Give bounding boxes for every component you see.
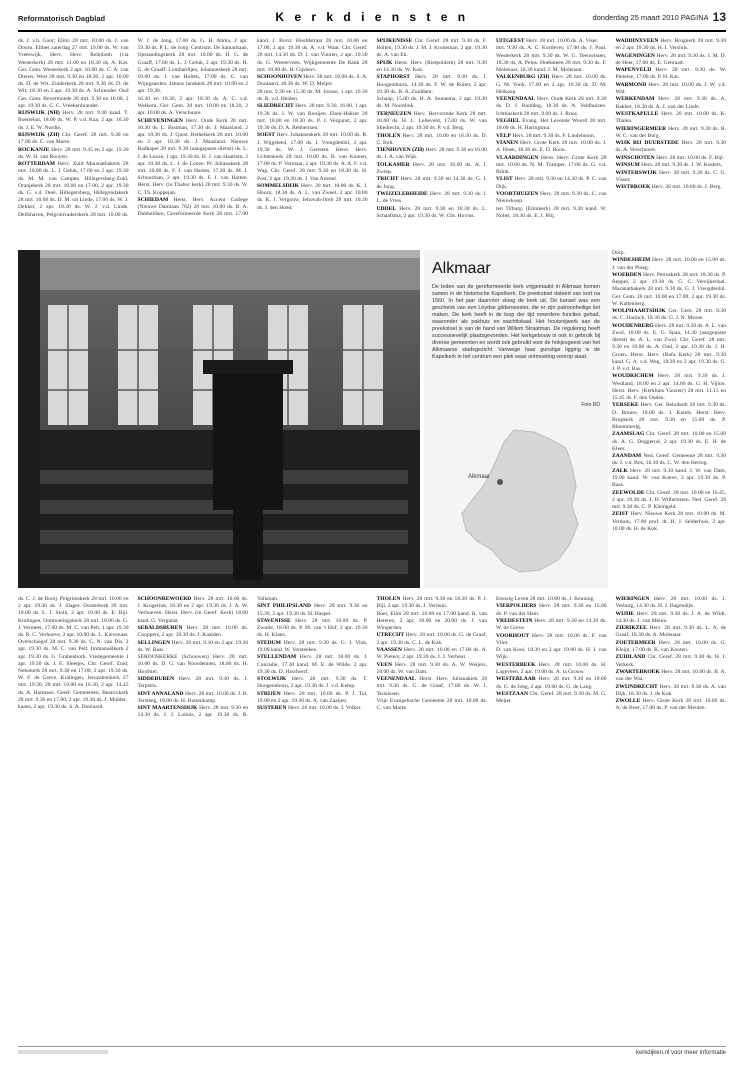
photo-drawing xyxy=(18,250,420,588)
listing-entry: STRIJEN Herv. 28 mrt. 10.00 ds. P. J. Tol, 19.00 en 2 apr. 19.30 ds. A. van Zaaijen. xyxy=(257,690,368,704)
listing-entry: TERNEUZEN Herv. Hervormde Kerk 28 mrt. 10.00 ds. H. L. Lelieveld, 17.00 ds. W. van Sliedrecht, 2 apr. 19.30 ds. P. v.d. Berg. xyxy=(376,110,487,132)
listing-entry: RIJSWIJK (NH) Herv. 28 mrt. 9.30 kand. T. Boertebal, 18.00 ds. W. P. v.d. Kaa, 2 apr. 10.30 ds. J. E. W. Nordie. xyxy=(18,110,129,131)
listing-entry: WESTZAAN Chr. Geref. 28 mrt. 9.30 ds. M. G. Meijer. xyxy=(496,690,607,705)
listing-entry: SCHOONHOVEN Herv. 28 mrt. 10.00 ds. S. A. Doolaard, 18.30 ds. W. D. Meijer. xyxy=(257,74,368,88)
listing-entry: WOLPHAARTSDIJK Ger. Gem. 28 mrt. 9.30 ds. C. Harinck, 18.30 ds. G. J. N. Mosse. xyxy=(612,308,726,322)
listing-entry: WINDESHEIM Herv. 28 mrt. 10.00 en 15.00 ds. J. van der Ploeg. xyxy=(612,257,726,271)
page-number: 13 xyxy=(712,10,726,24)
listing-entry: ZWIJNDRECHT Herv. 28 mrt. 9.30 ds. A. van Dijk, 18.30 ds. J. de Kok. xyxy=(615,683,726,697)
alkmaar-marker xyxy=(497,479,503,485)
listing-entry: WINSCHOTEN Herv. 28 mrt. 10.00 ds. F. Bijl. xyxy=(615,154,725,161)
listing-entry: Boer, Elim 28 mrt. 10.00 en 17.00 kand. R. van Heteren, 2 apr. 10.00 en 20.00 ds. J. van Wingerden. xyxy=(376,610,487,631)
listing-entry: WOUDENBERG Herv. 28 mrt. 9.30 ds. A. L. van Zwol, 18.00 ds. E. G. Spaa, 14.30 (aangepaste dienst) ds. A. L. van Zwol. Chr. Geref. 28 mrt. 9.30 en 18.00 ds. A. Oud, 2 apr. 19.30 ds. J. H. Groen. Herst. Herv. (Rafa Kerk) 28 mrt. 9.30 kand. G. A. v.d. Weg, 18.30 en 2 apr. 19.30 ds. G. J. P. v.d. Bas. xyxy=(612,322,726,372)
listing-entry: STELLENDAM Herv. 28 mrt. 10.00 ds. J. Conradie, 17.30 kand. M. E. de Wilde, 2 apr. 19.30 ds. D. Hoofwerf. xyxy=(257,654,368,675)
listing-entry: Vrije Evangelische Gemeente 28 mrt. 10.00 ds. C. van Marte. xyxy=(376,697,487,712)
listing-entry: SEBALDSBUREN Herv. 28 mrt. 10.00 ds. Cnoppers, 2 apr. 19.30 ds. J. Kaaiden. xyxy=(137,625,248,639)
listing-entry: RIJSWIJK (ZH) Chr. Geref. 28 mrt. 9.30 en 17.00 ds. C. van Marte. xyxy=(18,132,129,146)
listing-entry: SINT PHILIPSLAND Herv. 28 mrt. 9.30 en 15.30, 2 apr. 19.30 ds. H. Haspel. xyxy=(257,603,368,617)
listing-entry: WAGENINGEN Herv. 28 mrt. 9.30 ds. J. M. D. de Heer, 17.00 ds. E. Gebraad. xyxy=(615,52,726,66)
listing-entry: VEGHEL Evang. Het Levende Woord 28 mrt. 10.00 ds. H. Haringsma. xyxy=(496,117,607,132)
listing-entry: ZOETERMEER Herv. 28 mrt. 10.00 ds. G. Kleijn, 17.00 ds. K. van Kooten. xyxy=(615,639,726,653)
listing-entry: WOUDRICHEM Herv. 28 mrt. 9.30 ds. J. Westland, 18.00 en 2 apr. 14.00 ds. G. H. Vijlon. Herst. Herv. (Kerkhuis 'Gezien') 28 mrt. 11.15 en 15.45 ds. F. den Ouden. xyxy=(612,373,726,401)
listing-entry: VEENENDAAL Herv. Oude Kerk 28 mrt. 9.30 ds. D. J. Budding, 18.30 ds. A. Veldhuizen. Ichthuskerk 28 mrt. 9.00 ds. J. Roos. xyxy=(496,96,607,117)
listing-entry: ZAAMSLAG Chr. Geref. 28 mrt. 10.00 en 15.00 ds. A. G. Doggerud, 2 apr. 19.30 ds. E. H. de Kleer. xyxy=(612,431,726,452)
sidebar-text: De leden van de gereformeerde kerk vrijgemaakt in Alkmaar komen samen in de historische Kapelkerk. De preekstoel dateert van kort na 1560. In het jaar daarvóór sloeg de kerk uit. De kansel was een geschenk van een Leydse gildemeester, die er zijn patroonheilige liet maken. De kerk heeft in de loop der tijd meerdere functies gehad, waaronder als pakhuis en wachtlokaal. Het houtsnijwerk aan de preekstoel is van de hand van Willem Straatman. De regulering heeft successievelijk plaatsgevonden. Het kerkgebouw is ook in gebruik bij diverse gemeenten en wordt ook gebruikt voor de hokjesgeest van het Alkmaarse stadsgezicht. Vanwege haar gunstige ligging is de Kapelkerk in het centrum een plek waar ontmoeting voorop staat. xyxy=(432,284,600,360)
listing-entry: Schaap, 15.00 ds. H. A. Sonnema, 2 apr. 19.30 ds. M. Noordink. xyxy=(376,96,487,110)
listing-entry: ROTTERDAM Herv. Zuid Maranathakerk 28 mrt. 10.00 ds. L. J. Geluk, 17.00 en 2 apr. 19.30 ds. M. M. van Campen. Hillegersberg-Zuid, Oranjekerk 28 mrt. 10.00 en 17.00, 2 apr. 19.30 ds. G. v.d. Deel. Hillegersberg, Hillegondakerk 28 mrt. 10.00 ds. D. M. uit Linde, 17.00 ds. W. J. Dekker, 2 apr. 19.30 ds. W. J. v.d. Linde. Delfshaven, Pelgrimvaderskerk 28 mrt. 10.00 ds. W. J. de Jong, 17.00 ds. G. H. Abma, 2 apr. 19.30 ds. P. L. de Jong. Centrum, De Samaritaan, Opstandingskerk 28 mrt. 10.00 ds. H. G. de Graaff, 17.00 ds. L. J. Geluk, 2 apr. 19.30 ds. H. G. de Graaff. Lombardijen, Johanneskerk 28 mrt. 10.00 ds. J. van Holten, 17.00 ds. G. van Wijngaarden. Jannes Janskerk 28 mrt. 10.00 en 2 apr. 19.30. xyxy=(18,38,248,218)
listing-entry: VELP Herv. 28 mrt. 9.30 ds. F. Lindeboom. xyxy=(496,132,596,139)
listing-entry: ZEIST Herv. Nieuwe Kerk 28 mrt. 10.00 ds. M. Verduin, 17.00 prof. dr. H. J. Selderhuis, 2 apr. 10.00 ds. H. de Kok. xyxy=(612,511,726,532)
listing-entry: WINTERSWIJK Herv. 28 mrt. 9.30 ds. C. G. Visser. xyxy=(615,169,726,183)
listing-entry: VOORTHUIZEN Herv. 28 mrt. 9.30 ds. C. van Nieuwkoop. xyxy=(496,190,607,205)
listing-entry: SLIEDRECHT Herv. 28 mrt. 9.30, 16.00, 1 apr. 19.30 ds. J. W. van Rooijen. Eben-Haëzer 28 mrt. 10.00 en 18.30 ds. P. J. Vergunst, 2 apr. 19.30 ds. D. A. Rebbertsen. xyxy=(257,103,368,131)
listing-entry: WIERINGERMEER Herv. 28 mrt. 9.30 ds. R. W. C. van der Burg. xyxy=(615,125,726,139)
listing-entry: YERSEKE Herv. Ger. Rehoboth 28 mrt. 9.30 ds. D. Breure, 18.00 ds. J. Karels. Herst. Herv. Brugkerk 28 mrt. 9.30 en 15.00 ds. P. Bloemmerlg. xyxy=(612,402,726,430)
listing-entry: WARMOND Herv. 28 mrt. 10.00 ds. J. W. v.d. Wal. xyxy=(615,81,726,95)
listing-entry: ZEEWOLDE Chr. Geref. 28 mrt. 10.00 en 16.45, 2 apr. 19.30 ds. J. H. Wilhelmsen. Ned. Geref. 28 mrt. 9.30 ds. C. P. Kleingeld. xyxy=(612,489,726,510)
listing-entry: VEEN Herv. 28 mrt. 9.30 ds. A. W. Weijers, 18.00 ds. W. van Dam. xyxy=(376,661,487,675)
section-title: K e r k d i e n s t e n xyxy=(275,10,469,24)
listing-entry: SINT MAARTENSDIJK Herv. 28 mrt. 9.30 en 14.30 ds. J. J. Lohuis, 2 apr. 19.30 ds. R. Valkman. xyxy=(137,596,279,719)
listing-entry: WOERDEN Herv. Petruskerk 28 mrt. 18.30 ds. P. Beppel, 2 apr. 19.30 ds. G. C. Vereijkenbal. Maranathakerk 28 mrt. 9.30 ds. G. J. Vreugdenhil. Ger. Gem. 28 mrt. 10.00 en 17.00, 2 apr. 19.30 ds. W. Kattenberg. xyxy=(612,271,726,307)
listing-entry: TIENHOVEN (ZH) Herv. 28 mrt. 9.30 en 16.00 ds. J. A. van Wijk. xyxy=(376,147,487,161)
listing-entry: WADDINXVEEN Herv. Brugkerk 28 mrt. 9.30 en 2 apr. 19.30 ds. H. I. Versluis. xyxy=(615,38,726,52)
listing-entry: kaans, 2 apr. 19.30 ds. S. A. Doolaard. xyxy=(18,704,104,711)
listing-entry: VEENENDAAL Herst. Herv. Julianakerk 28 mrt. 9.30 ds. G. de Graaf, 17.00 ds. W. J. Teunissen. xyxy=(376,676,487,697)
listing-entry: THOLEN Herv. 28 mrt. 10.00 en 18.30 ds. D. C. Bolt. xyxy=(376,132,487,146)
newspaper-name: Reformatorisch Dagblad xyxy=(18,14,106,23)
listing-entry: 16.30 en 18.30, 2 apr. 18.30 ds. A. C. v.d. Welkom. Ger. Gem. 28 mrt. 10.00 en 18.30, 2 apr. 10.00 ds. A. Verschuure. xyxy=(137,95,248,117)
listing-entry: ZWARTEBROEK Herv. 28 mrt. 10.00 ds. B. A. van der Wal. xyxy=(615,668,726,683)
listing-entry: WIERINGEN Herv. 28 mrt. 10.00 ds. J. Verburg, 14.30 ds. H. J. Hagendijk. xyxy=(615,596,726,610)
listing-entry: STAVENISSE Herv. 28 mrt. 10.00 ds. P. Zwolle, 18.00 ds. P. M. van 't Hof, 2 apr. 19.30 ds. H. Klaus. xyxy=(257,617,368,639)
page-date xyxy=(592,10,726,24)
bottom-listings xyxy=(18,596,726,1036)
church-interior-photo xyxy=(18,250,420,588)
map-label: Alkmaar xyxy=(468,474,491,480)
listing-entry: VIERPOLDERS Herv. 28 mrt. 9.30 en 15.00 ds. P. van der Ham. xyxy=(496,603,607,617)
listing-entry: STEDUM Herv. 28 mrt. 9.30 ds. G. J. Vink, 19.00 kand. W. Versteekes. xyxy=(257,639,368,653)
footer xyxy=(18,1046,726,1061)
listing-entry: SPIJKENISSE Chr. Geref. 28 mrt. 9.30 ds. F. Bolten, 19.30 ds. J. M. J. Kroneman, 2 apr. 19.30 ds. A. van Ek. xyxy=(376,38,487,59)
listing-entry: VLIST Herv. 28 mrt. 9.30 en 14.30 ds. P. C. van Dijk. xyxy=(496,176,607,190)
listing-entry: SCHIEDAM Herst. Herv. Accent College (Nieuwe Damlaan 762) 28 mrt. 10.00 ds. B. A. Dubbeldam, Gereformeerde Kerk 28 mrt. 17.00 kand. J. Borst. Hoofdstraat 28 mrt. 10.00 en 17.00, 2 apr. 19.30 ds. A. v.d. Waar. Chr. Geref. 28 mrt. 14.30 ds. D. J. van Vuuren, 2 apr. 19.30 ds. G. Westerveen. Wijkgemeente De Rank 28 mrt. 10.00 ds. H. Gijsbers. xyxy=(137,38,368,218)
listing-entry: ZALK Herv. 28 mrt. 9.30 kand. J. W. van Dam, 19.00 kand. W. van Koeve, 2 apr. 19.30 ds. P. Baas. xyxy=(612,467,726,489)
listing-entry: WIJK BIJ DUURSTEDE Herv. 28 mrt. 9.30 ds. A. Verschuure. xyxy=(615,140,726,154)
listing-entry: SUSTEREN Herv. 28 mrt. 10.00 ds. J. Volker. xyxy=(257,705,362,712)
listing-entry: 28 mrt. 9.30 en 15.30 ds. M. Joosse, 1 apr. 19.30 ds. R. v.d. Heiden. xyxy=(257,88,368,102)
listing-entry: WESTERBEEK Herv. 28 mrt. 10.00 ds. H. Lageveen, 2 apr. 19.00 ds. A. la Grouw. xyxy=(496,661,607,675)
footer-text: kerkdijken.nl voor meer informatie xyxy=(635,1050,726,1056)
footer-bar xyxy=(18,1050,108,1054)
listing-entry: SELLINGEN Herv. 28 mrt. 9.30 en 2 apr. 19.30 ds. W. Baar. xyxy=(137,639,248,653)
listing-entry: TOLKAMER Herv. 28 mrt. 10.00 ds. A. J. Zwiep. xyxy=(376,161,487,175)
netherlands-map xyxy=(454,426,584,576)
listing-entry: WISTBROEK Herv. 28 mrt. 10.00 ds. J. Berg. xyxy=(615,184,722,191)
listing-entry: VOORHOUT Herv. 28 mrt. 10.00 ds. F. van Vliet. xyxy=(496,632,607,646)
listing-entry: UDDEL Herv. 28 mrt. 9.30 en 18.30 ds. L. Schaafsma, 2 apr. 19.30 ds. W. Chr. Hovius. xyxy=(376,205,487,219)
listing-entry: SEROOSKERKE (Schouwen) Herv. 28 mrt. 10.00 ds. D. G. van Noordennen, 18.00 ds. H. Hoofstel. xyxy=(137,654,248,675)
listing-entry: ten Tilburg. (Elimkerk) 28 mrt. 9.30 kand. W. Nobel, 18.30 ds. E. J. Blij. xyxy=(496,205,607,219)
listing-entry: WESTERLAAR Herv. 28 mrt. 9.30 en 18.00 ds. G. de Jong, 2 apr. 19.00 ds. G. de Lang. xyxy=(496,676,607,690)
listing-entry: mrt. 9.30 ds. A. C. Kortlever, 17.00 ds. J. Paul. Westerkerk 28 mrt. 9.30 ds. W. G. Teeuwissen, 18.30 ds. A. Pelos. Hoeksteen 28 mrt. 9.30 ds. F. Molenaar, 18.30 kand. J. M. Molenaar. xyxy=(496,45,607,73)
listing-entry: UITGEEST Herv. 28 mrt. 10.00 ds. A. Viset. xyxy=(496,38,599,44)
listing-entry: Eeuwig Leven 28 mrt. 10.00 ds. J. Keuning. xyxy=(496,596,595,602)
listing-entry: SIDDEBUREN Herv. 28 mrt. 9.30 ds. J. Terpstra. xyxy=(137,675,248,690)
listing-entry: SPIJK Herst. Herv. (Rietpolderk) 28 mrt. 9.30 en 14.30 ds. W. Kok. xyxy=(376,59,487,73)
listing-entry: TRICHT Herv. 28 mrt. 9.30 en 14.30 ds. G. J. de Jong. xyxy=(376,176,487,190)
listing-entry: TWIJZELERHEIDE Herv. 28 mrt. 9.30 ds. J. L. de Vries. xyxy=(376,190,487,205)
listing-entry: ZWOLLE Herv. Grote Kerk 28 mrt. 10.00 ds. A. de Boer, 17.00 ds. P. van der Meulen. xyxy=(615,698,726,712)
listing-entry: STOLWIJK Herv. 28 mrt. 9.30 ds. T. Hoogendoorn, 2 apr. 19.30 ds. J. v.d. Kemp. xyxy=(257,676,368,690)
listing-entry: SINT ANNALAND Herv. 28 mrt. 10.00 ds. J. B. Tersteeg, 18.00 ds. H. Ruttenkamp. xyxy=(137,690,248,704)
listing-entry: ds. C. J. de Rooij. Pelgrimskerk 28 mrt. 10.00 en 2 apr. 19.30 ds. J. Slager. Oosterkerk 28 mrt. 10.00 ds. L. J. Stolk, 2 apr. 10.00 ds. E. Bijl. Kralingen, Ontmoetingskerk 28 mrt. 10.00 ds. G. J. Vermeer, 17.00 ds. M. C. van Pelt, 1 apr. 19.30 ds. R. C. Verhoeve, 2 apr. 10.00 ds. L. Kievenaar. Overschiegsf 28 mrt. 9.30 ds. C. N. van Dis, 2 apr. 19.30 ds. M. C. van Pelt. Immanuëlkerk 2 apr. 19.30 ds. G. Grabenbork. Vredegemeente 1 apr. 19.30 ds. J. E. Sleetjes. Chr. Geref. Zuid, Nebokerk 28 mrt. 9.30 en 17.00, 2 apr. 19.30 ds. W. F. de Greve. Kralingen, Jeruzalemkerk 27 mrt. 19.30, 28 mrt. 10.00 en 16.30, 2 apr. 14.45 ds. A. Harmsen. Geref. Gemeenten, Beatrixkerk 28 mrt. 9.30 en 17.00, 2 apr. 19.30 ds. J. Mulder. xyxy=(18,596,129,703)
listing-entry: WESTKAPELLE Herv. 28 mrt. 10.00 ds. K. Thalen. xyxy=(615,110,726,125)
alkmaar-sidebar xyxy=(424,250,608,588)
listing-entry: STAPHORST Herv. 28 mrt. 9.30 ds. J. Hoogendoorn, 14.30 ds. F. W. de Ruiter, 2 apr. 19.30 ds. B. A. Zuiddam. xyxy=(376,74,487,95)
listing-entry: SOEST Herv. Johanneskerk 28 mrt. 10.00 ds. R. J. Wijgeleed, 17.00 ds. J. Vreugdenhil, 2 apr. 19.30 ds. W. J. Gertsem. Herst. Herv. Uchtenkerk 28 mrt. 10.00 ds. B. van Kooten, 17.00 ds. P. Vermaat, 2 apr. 19.30 ds. A. A. F. v.d. Wag. Chr. Geref. 28 mrt. 9.30 en 18.30 ds. H. Post, 2 apr. 19.30 ds. J. Van Amstel. xyxy=(257,132,368,182)
date-text: donderdag 25 maart 2010 PAGINA xyxy=(592,12,709,22)
listing-entry: UTRECHT Herv. 28 mrt. 10.00 ds. G. de Graaf, 2 apr. 19.30 ds. C. L. de Kok. xyxy=(376,632,487,646)
listing-entry: SOMMELSDIJK Herv. 28 mrt. 10.00 ds. K. J. Hoorn, 18.30 ds. A. L. van Zweel, 2 apr. 10.00 ds. K. J. Vergouw, Jehovah-Jireh 28 mrt. 10.30 ds. J. den Hoed. xyxy=(257,183,368,211)
right-listings xyxy=(612,250,726,590)
listing-entry: VLAARDINGEN Herst. Herv. Grote Kerk 28 mrt. 10.00 ds. N. M. Tramper, 17.00 ds. G. v.d. Brink. xyxy=(496,154,607,175)
listing-entry: ZAANDAM Ned. Geref. Gemeente 28 mrt. 9.30 ds. J. v.d. Bos, 16.30 ds. C. W. den Hertog. xyxy=(612,453,726,467)
listing-entry: WINSUM Herv. 28 mrt. 9.30 ds. J. W. Kusters. xyxy=(615,162,723,169)
listing-entry: ZUIDLAND Chr. Geref. 28 mrt. 9.30 ds. H. J. Verkerk. xyxy=(615,654,726,668)
sidebar-title: Alkmaar xyxy=(432,260,491,277)
listing-entry: VREDESTEIN Herv. 28 mrt. 9.30 en 14.30 ds. W. de Greve. xyxy=(496,617,607,632)
listing-entry: D. van Kooi, 18.30 en 2 apr. 19.00 ds. H. J. van Wijk. xyxy=(496,647,607,661)
listing-entry: WERKENDAM Herv. 28 mrt. 9.30 ds. A. Bakker, 18.30 ds. A. J. van der Linde. xyxy=(615,96,726,110)
listing-entry: ROCKANJE Herv. 28 mrt. 9.45 en 2 apr. 19.30 ds. W. H. van Rooyen. xyxy=(18,146,129,160)
listing-entry: WAPENVELD Herv. 28 mrt. 9.30 ds. W. Pieterse, 17.00 ds. P. H. Kat. xyxy=(615,67,726,81)
masthead-rule xyxy=(18,30,726,32)
listing-entry: ZIERIKZEE Herv. 28 mrt. 9.30 ds. L. A. de Graaf, 18.30 ds. A. Molenaar. xyxy=(615,625,726,639)
listing-entry: VAASSEN Herv. 28 mrt. 10.00 en 17.00 ds. A. W. Pieters, 2 apr. 19.30 ds. J. J. Verheul. xyxy=(376,646,487,661)
top-listings xyxy=(18,38,726,250)
listing-entry: THOLEN Herv. 28 mrt. 9.30 en 18.30 ds. P. J. Bijl, 2 apr. 19.30 ds. J. Verduin. xyxy=(376,596,487,610)
listing-entry: Dorp. xyxy=(612,250,625,256)
listing-entry: VALKENBURG (ZH) Herv. 28 mrt. 10.00 ds. G. M. Vonk, 17.00 en 2 apr. 19.30 ds. D. M. Heikoop. xyxy=(496,74,607,95)
listing-entry: ds. J. v.b. Goor; Elim: 28 mrt. 10.00 ds. J. van Doorn. Elthes zaterdag 27 mrt. 19.00 ds. W. van Vreeswijk. Herv. Herv. Rehoboth (via Westerkerk) 28 mrt. 11.00 en 18.30 ds. A. Kot. Ger. Gem. Westerkerk 2 apr. 10.00 ds. C. A. van Dieren. West 28 mrt. 9.30 en 18.30, 2 apr. 10.00 ds. D. de Wit. Zuiderkerk 28 mrt. 9.30 ds. D. de Wit; 18.30 en 2 apr. 19.30 ds. A. Schreuder. Oud Ger. Gem. Bevermoede 28 mrt. 9.30 en 16.00, 2 apr. 19.30 ds. C. C. Vreekenbrander. xyxy=(18,38,129,109)
listing-entry: SCHOONREWOERD Herv. 28 mrt. 10.00 ds. J. Krugerink, 18.30 en 2 apr. 19.30 ds. J. A. W. Verhoeven. Herst. Herv. (in Geref. Kerk) 18.00 kand. G. Vergunst. xyxy=(137,596,248,624)
listing-entry: VIANEN Herv. Grote Kerk 28 mrt. 10.00 ds. J. A. Hoek, 18.30 ds. E. D. Boon. xyxy=(496,139,607,154)
masthead xyxy=(18,8,726,32)
photo-credit: Foto RD xyxy=(581,402,600,408)
listing-entry: SCHEVENINGEN Herv. Oude Kerk 28 mrt. 10.30 ds. L. Bouman, 17.30 ds. J. Maasland, 2 apr. 10.30 ds. J. Quist. Bethelkerk 28 mrt. 10.00 en 2 apr. 10.30 ds. J. Maasland. Nieuwe Badkapel 28 mrt. 9.30 (aangepaste dienst) ds. L. J. de Looze, 1 apr. 19.30 ds. H. J. van Haarlem, 2 apr. 10.30 ds. L. J. de Looze. Pr. Julianakerk 28 mrt. 10.00 ds. F. J. van Harten, 17.30 ds. M. J. Schuurman, 2 apr. 19.30 ds. F. J. van Harten. Herst. Herv. (in Thabor kerk) 28 mrt. 9.30 ds. W. C. Th. Koppejan. xyxy=(137,117,248,196)
listing-entry: WIJHE Herv. 28 mrt. 9.30 ds. J. A. de Wildt, 14.30 ds. J. van Meurs. xyxy=(615,610,726,624)
